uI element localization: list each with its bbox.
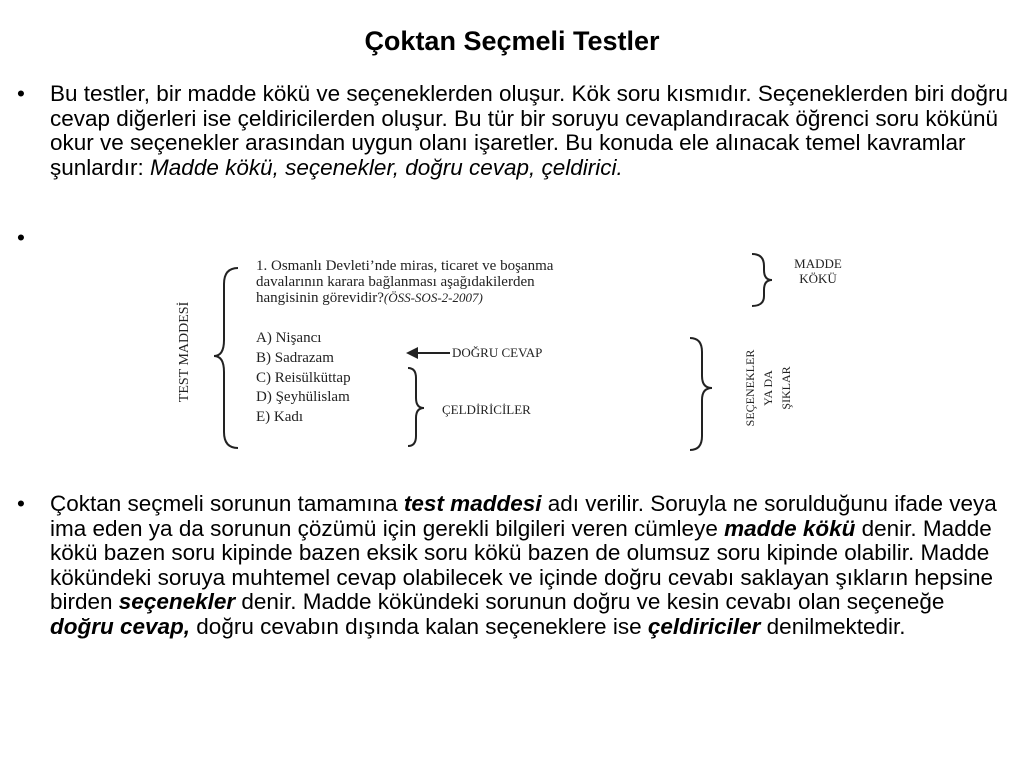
text-segment: adı verilir. Soruyla ne sorulduğunu ifade veya ima eden ya da sorunun çözümü için gerekli bilgileri veren cümleye <box>50 491 997 541</box>
stem-question: hangisinin görevidir? <box>256 290 384 306</box>
concepts-list: Madde kökü, seçenekler, doğru cevap, çeldirici. <box>150 154 623 180</box>
secenekler-label-3: ŞIKLAR <box>779 366 793 410</box>
celdiriciler-brace <box>408 368 424 446</box>
dogru-cevap-label: DOĞRU CEVAP <box>452 345 543 360</box>
keyword-celdiriciler: çeldiriciler <box>647 613 761 639</box>
madde-koku-brace <box>752 254 772 306</box>
madde-koku-label-1: MADDE <box>794 256 842 271</box>
keyword-secenekler: seçenekler <box>118 589 236 614</box>
keyword-test-maddesi: test maddesi <box>403 491 542 516</box>
stem-line-3 <box>256 290 483 306</box>
bullet-text-1 <box>50 82 1010 180</box>
stem-line-2: davalarının karara bağlanması aşağıdakilerden <box>256 274 535 290</box>
text-segment: denir. Madde kökündeki sorunun doğru ve kesin cevabı olan seçeneğe <box>235 589 945 614</box>
keyword-dogru-cevap: doğru cevap, <box>50 613 191 639</box>
madde-koku-label-2: KÖKÜ <box>799 271 837 286</box>
bullet-symbol: • <box>17 491 25 516</box>
test-item-diagram <box>160 240 860 460</box>
page-title: Çoktan Seçmeli Testler <box>364 26 660 56</box>
secenekler-label-1: SEÇENEKLER <box>743 349 757 427</box>
option-c: C) Reisülküttap <box>256 370 351 386</box>
secenekler-label-2: YA DA <box>761 370 775 406</box>
paragraph-text: Bu testler, bir madde kökü ve seçeneklerden oluşur. Kök soru kısmıdır. Seçeneklerden biri doğru cevap diğerleri ise çeldiricilerden oluşur. Bu tür bir soruyu cevaplandıracak öğrenci soru kökünü okur ve seçenekler arasından uygun olanı işaretler. Bu konuda ele alınacak temel kavramlar şunlardır: <box>50 81 1009 180</box>
option-a: A) Nişancı <box>256 330 322 346</box>
text-segment: doğru cevabın dışında kalan seçeneklere ise <box>190 613 648 639</box>
test-maddesi-label: TEST MADDESİ <box>177 301 192 403</box>
arrow-head-icon <box>406 347 418 359</box>
test-maddesi-brace <box>214 268 238 448</box>
celdiriciler-label: ÇELDİRİCİLER <box>442 402 531 417</box>
stem-source: (ÖSS-SOS-2-2007) <box>383 290 483 305</box>
option-e: E) Kadı <box>256 409 304 425</box>
option-b: B) Sadrazam <box>256 350 334 366</box>
keyword-madde-koku: madde kökü <box>724 515 856 541</box>
text-segment: denilmektedir. <box>760 613 906 639</box>
bullet-symbol: • <box>17 225 25 250</box>
bullet-symbol: • <box>17 81 25 106</box>
option-d: D) Şeyhülislam <box>256 389 350 405</box>
text-segment: Çoktan seçmeli sorunun tamamına <box>50 491 404 516</box>
secenekler-brace <box>690 338 712 450</box>
bullet-text-3 <box>50 492 1010 639</box>
text-segment: denir. Madde kökü bazen soru kipinde bazen eksik soru kökü bazen de olumsuz soru kipinde olabilir. Madde kökündeki soruya muhtemel cevap olabilecek ve içinde doğru cevabı saklayan şıkların hepsine birden <box>50 515 994 614</box>
stem-line-1: 1. Osmanlı Devleti’nde miras, ticaret ve boşanma <box>256 258 554 274</box>
